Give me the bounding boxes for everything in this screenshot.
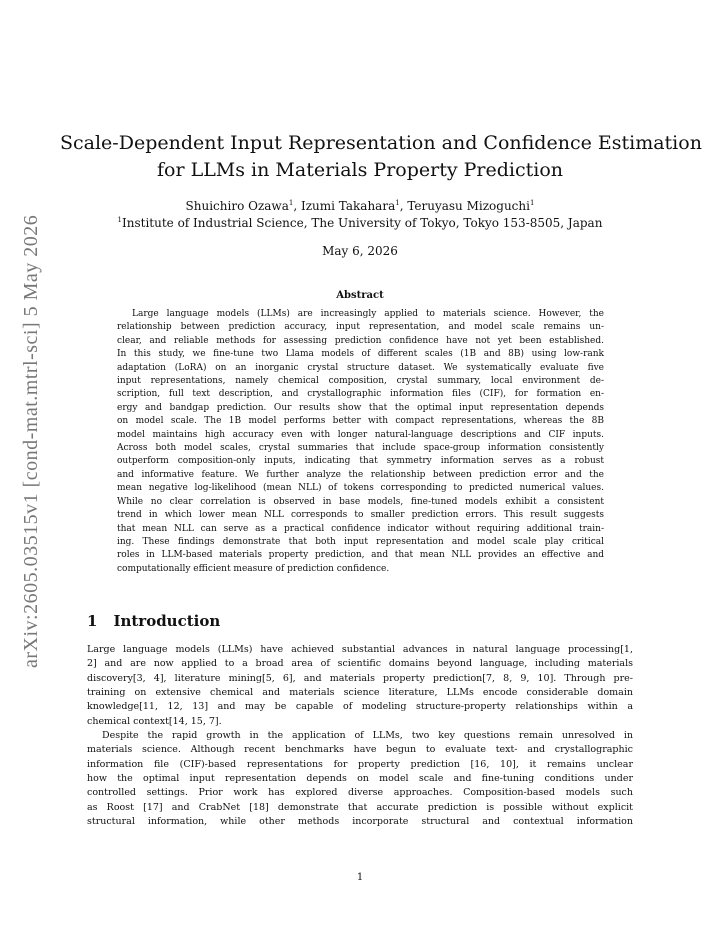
title-line: for LLMs in Materials Property Prediction (156, 159, 564, 181)
abstract-line: mean negative log-likelihood (mean NLL) of tokens corresponding to predicted numerical values. (117, 483, 604, 494)
abstract-line: and informative feature. We further analyze the relationship between prediction error and the (117, 469, 604, 480)
abstract-line: scription, full text description, and crystallographic information files (CIF), for formation en- (117, 389, 604, 400)
abstract-line: roles in LLM-based materials property prediction, and that mean NLL provides an effective and (117, 550, 604, 561)
abstract-body (117, 308, 604, 576)
body-line: 2] and are now applied to a broad area of scientific domains beyond language, including materials (87, 658, 633, 670)
abstract-line: input representations, namely chemical composition, crystal summary, local environment de- (117, 376, 604, 387)
abstract-line: While no clear correlation is observed in base models, fine-tuned models exhibit a consistent (117, 496, 604, 507)
body-line: Despite the rapid growth in the application of LLMs, two key questions remain unresolved in (102, 730, 633, 742)
abstract-line: Large language models (LLMs) are increasingly applied to materials science. However, the (132, 309, 604, 319)
abstract-line: on model scale. The 1B model performs better with compact representations, whereas the 8B (117, 416, 604, 427)
abstract-line: clear, and reliable methods for assessing prediction confidence have not yet been established. (117, 335, 604, 346)
author-affil-mark: 1 (529, 199, 535, 207)
abstract-line: relationship between prediction accuracy, input representation, and model scale remains un- (117, 322, 604, 333)
body-line: how the optimal input representation depends on model scale and fine-tuning conditions under (87, 773, 633, 785)
body-line: structural information, while other methods incorporate structural and contextual information (87, 816, 633, 828)
author-list: Shuichiro Ozawa$^1$, Izumi Takahara$^1$, Teruyasu Mizoguchi$^1$ (185, 199, 535, 213)
body-line: controlled settings. Prior work has explored diverse approaches. Composition-based models such (87, 787, 633, 799)
abstract-line: ing. These findings demonstrate that both input representation and model scale play critical (117, 536, 604, 547)
abstract-line: trend in which lower mean NLL corresponds to smaller prediction errors. This result suggests (117, 510, 604, 521)
author-name: Shuichiro Ozawa (185, 199, 289, 213)
section-title: Introduction (113, 612, 221, 630)
author-name: Teruyasu Mizoguchi (407, 199, 530, 213)
paper-date: May 6, 2026 (322, 244, 398, 258)
title-line: Scale-Dependent Input Representation and Confidence Estimation (60, 132, 702, 154)
body-line: knowledge[11, 12, 13] and may be capable of modeling structure-property relationships within a (87, 701, 633, 713)
abstract-line: model maintains high accuracy even with longer natural-language descriptions and CIF inputs. (117, 429, 604, 440)
abstract-line: computationally efficient measure of prediction confidence. (117, 563, 390, 574)
abstract-line: adaptation (LoRA) on an inorganic crystal structure dataset. We systematically evaluate five (117, 362, 604, 373)
body-line: chemical context[14, 15, 7]. (87, 715, 222, 727)
affiliation-mark: 1 (117, 216, 122, 224)
affiliation (60, 215, 660, 232)
abstract-line: outperform composition-only inputs, indicating that symmetry information serves as a robust (117, 456, 604, 467)
section-heading (87, 612, 220, 630)
author-block (60, 198, 660, 232)
abstract-line: that mean NLL can serve as a practical confidence indicator without requiring additional train- (117, 523, 604, 534)
author-name: Izumi Takahara (300, 199, 396, 213)
arxiv-identifier: arXiv:2605.03515v1 [cond-mat.mtrl-sci] 5 May 2026 (20, 214, 42, 668)
body-line: Large language models (LLMs) have achieved substantial advances in natural language processing[1, (87, 644, 633, 655)
introduction-body (87, 643, 633, 829)
body-line: training on extensive chemical and materials science literature, LLMs encode considerable domain (87, 687, 633, 699)
body-line: materials science. Although recent benchmarks have begun to evaluate text- and crystallographic (87, 744, 633, 756)
abstract-line: ergy and bandgap prediction. Our results show that the optimal input representation depends (117, 402, 604, 413)
author-affil-mark: 1 (395, 199, 400, 207)
abstract-line: Across both model scales, crystal summaries that include space-group information consistently (117, 443, 604, 454)
paper-title (60, 130, 702, 184)
section-number: 1 (87, 612, 98, 630)
page-number: 1 (356, 872, 364, 883)
abstract-heading: Abstract (336, 290, 384, 301)
affiliation-text: Institute of Industrial Science, The University of Tokyo, Tokyo 153-8505, Japan (122, 216, 603, 230)
abstract-line: In this study, we fine-tune two Llama models of different scales (1B and 8B) using low-rank (117, 349, 604, 360)
body-line: information file (CIF)-based representations for property prediction [16, 10], it remains unclear (87, 758, 633, 770)
body-line: discovery[3, 4], literature mining[5, 6], and materials property prediction[7, 8, 9, 10]. Through pre- (87, 672, 633, 684)
author-affil-mark: 1 (288, 199, 294, 207)
body-line: as Roost [17] and CrabNet [18] demonstrate that accurate prediction is possible without explicit (87, 801, 633, 813)
